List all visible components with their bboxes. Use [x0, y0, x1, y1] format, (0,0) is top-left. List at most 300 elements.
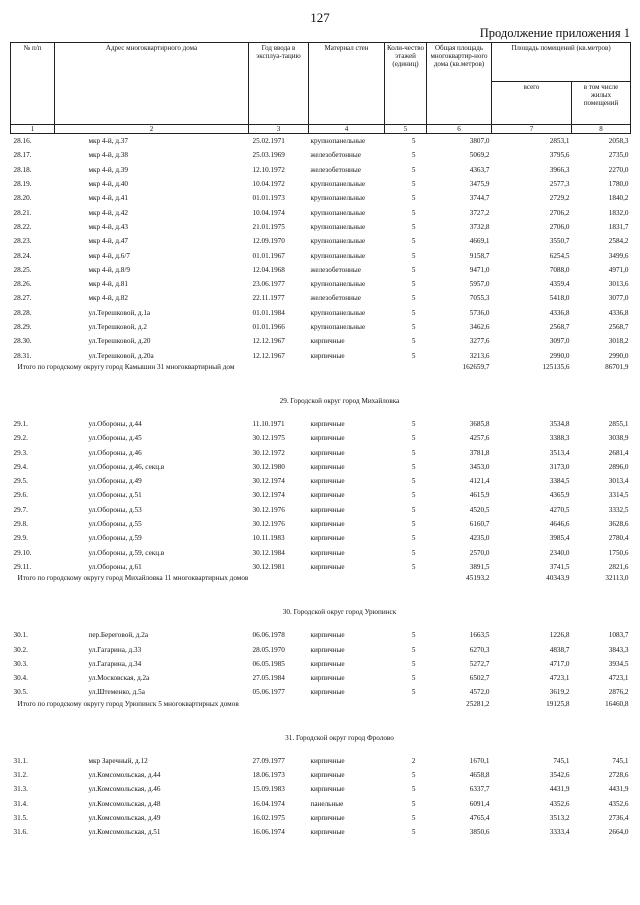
table-row: [11, 560, 631, 574]
premises-area-cell: 3741,5: [549, 562, 570, 571]
living-area-cell: 2821,6: [608, 562, 629, 571]
row-number: 28.16.: [11, 134, 55, 149]
address-cell: мкр 4-й, д.8/9: [88, 265, 130, 274]
table-row: [11, 531, 631, 545]
commission-date-cell: 12.12.1967: [252, 351, 285, 360]
total-area-cell: 6270,3: [469, 645, 490, 654]
section-heading-row: [11, 393, 631, 409]
wall-material-cell: кирпичные: [310, 337, 345, 346]
living-area-cell: 3018,2: [608, 337, 629, 346]
row-number: 28.17.: [13, 151, 32, 160]
commission-date-cell: 12.09.1970: [252, 237, 285, 246]
commission-date-cell: 28.05.1970: [252, 645, 285, 654]
row-number: 28.31.: [13, 351, 32, 360]
table-row: [11, 657, 631, 671]
row-number: 29.5.: [13, 477, 28, 486]
address-cell: мкр 4-й, д.38: [88, 151, 128, 160]
living-area-cell: 4431,9: [608, 785, 629, 794]
premises-area-cell: 4838,7: [549, 645, 570, 654]
premises-area-cell: 4270,5: [549, 505, 570, 514]
total-area-cell: 6502,7: [469, 674, 490, 683]
wall-material-cell: железобетонные: [310, 151, 361, 160]
premises-area-sum: 40343,9: [546, 574, 570, 583]
table-row: [11, 545, 631, 559]
address-cell: ул.Комсомольская, д.44: [88, 770, 161, 779]
floors-cell: 5: [411, 688, 416, 697]
premises-area-cell: 3384,5: [549, 477, 570, 486]
row-number: 31.2.: [13, 770, 28, 779]
living-area-cell: 2780,4: [608, 534, 629, 543]
row-number: 30.3.: [13, 659, 28, 668]
total-label: Итого по городскому округу город Михайловка 11 многоквартирных домов: [17, 574, 249, 583]
floors-cell: 5: [411, 505, 416, 514]
total-area-cell: 4658,8: [469, 770, 490, 779]
premises-area-cell: 3550,7: [549, 237, 570, 246]
spacer: [11, 620, 631, 628]
table-row: [11, 263, 631, 277]
living-area-cell: 3332,5: [608, 505, 629, 514]
floors-cell: 5: [411, 265, 416, 274]
address-cell: пер.Береговой, д.2а: [88, 631, 149, 640]
total-area-cell: 4235,0: [469, 534, 490, 543]
row-number: 28.18.: [13, 165, 32, 174]
living-area-cell: 4723,1: [608, 674, 629, 683]
header-premises-area: Площадь помещений (кв.метров): [492, 43, 631, 82]
address-cell: ул.Комсомольская, д.48: [88, 799, 161, 808]
living-area-cell: 745,1: [612, 756, 629, 765]
premises-area-cell: 5418,0: [549, 294, 570, 303]
total-area-cell: 3685,8: [469, 419, 490, 428]
living-area-cell: 3077,0: [608, 294, 629, 303]
floors-cell: 5: [411, 434, 416, 443]
living-area-cell: 3934,5: [608, 659, 629, 668]
floors-cell: 5: [411, 813, 416, 822]
address-cell: мкр 4-й, д.43: [88, 222, 128, 231]
floors-cell: 5: [411, 674, 416, 683]
total-area-cell: 3462,6: [469, 323, 490, 332]
row-number: 29.10.: [13, 548, 32, 557]
row-number: 31.4.: [13, 799, 28, 808]
total-area-cell: 3213,6: [469, 351, 490, 360]
living-area-cell: 2735,0: [608, 151, 629, 160]
total-area-cell: 4363,7: [469, 165, 490, 174]
total-area-cell: 1670,1: [469, 756, 490, 765]
total-area-cell: 3727,2: [469, 208, 490, 217]
floors-cell: 5: [411, 280, 416, 289]
floors-cell: 5: [411, 477, 416, 486]
address-cell: ул.Терешковой, д.2: [88, 323, 147, 332]
total-area-cell: 9158,7: [469, 251, 490, 260]
premises-area-cell: 7088,0: [549, 265, 570, 274]
total-area-cell: 3732,8: [469, 222, 490, 231]
premises-area-cell: 2340,0: [549, 548, 570, 557]
table-row: [11, 234, 631, 248]
total-area-cell: 3475,9: [469, 180, 490, 189]
floors-cell: 5: [411, 337, 416, 346]
floors-cell: 5: [411, 448, 416, 457]
floors-cell: 5: [411, 251, 416, 260]
column-number: 4: [309, 125, 385, 134]
total-area-cell: 1663,5: [469, 631, 490, 640]
living-area-cell: 3499,6: [608, 251, 629, 260]
table-row: [11, 488, 631, 502]
wall-material-cell: кирпичные: [310, 491, 345, 500]
row-number: 28.19.: [13, 180, 32, 189]
wall-material-cell: кирпичные: [310, 351, 345, 360]
commission-date-cell: 15.09.1983: [252, 785, 285, 794]
total-area-cell: 9471,0: [469, 265, 490, 274]
total-area-cell: 5957,0: [469, 280, 490, 289]
address-cell: мкр Заречный, д.12: [88, 756, 148, 765]
premises-area-cell: 6254,5: [549, 251, 570, 260]
commission-date-cell: 12.10.1972: [252, 165, 285, 174]
floors-cell: 5: [411, 645, 416, 654]
row-number: 28.26.: [13, 280, 32, 289]
address-cell: ул.Терешковой, д.20а: [88, 351, 154, 360]
premises-area-cell: 3513,4: [549, 448, 570, 457]
table-row: [11, 134, 631, 149]
commission-date-cell: 18.06.1973: [252, 770, 285, 779]
living-area-cell: 3843,3: [608, 645, 629, 654]
living-area-cell: 1750,6: [608, 548, 629, 557]
row-number: 29.11.: [13, 562, 32, 571]
living-area-cell: 2664,0: [608, 828, 629, 837]
commission-date-cell: 01.01.1967: [252, 251, 285, 260]
wall-material-cell: кирпичные: [310, 477, 345, 486]
commission-date-cell: 10.04.1972: [252, 180, 285, 189]
total-area-sum: 45193,2: [466, 574, 490, 583]
premises-area-cell: 4365,9: [549, 491, 570, 500]
commission-date-cell: 10.11.1983: [252, 534, 285, 543]
premises-area-cell: 4646,6: [549, 520, 570, 529]
living-area-cell: 3628,6: [608, 520, 629, 529]
wall-material-cell: крупнопанельные: [310, 237, 366, 246]
premises-area-cell: 4336,8: [549, 308, 570, 317]
premises-area-cell: 3795,6: [549, 151, 570, 160]
premises-area-cell: 2568,7: [549, 323, 570, 332]
address-cell: мкр 4-й, д.40: [88, 180, 128, 189]
premises-area-cell: 3534,8: [549, 419, 570, 428]
wall-material-cell: крупнопанельные: [310, 280, 366, 289]
floors-cell: 5: [411, 294, 416, 303]
commission-date-cell: 30.12.1981: [252, 562, 285, 571]
table-row: [11, 474, 631, 488]
commission-date-cell: 30.12.1974: [252, 491, 285, 500]
wall-material-cell: кирпичные: [310, 548, 345, 557]
row-number: 28.30.: [13, 337, 32, 346]
column-number: 2: [55, 125, 249, 134]
living-area-cell: 2568,7: [608, 323, 629, 332]
table-row: [11, 825, 631, 839]
table-row: [11, 163, 631, 177]
row-number: 28.27.: [13, 294, 32, 303]
row-number: 31.3.: [13, 785, 28, 794]
total-area-cell: 3807,0: [427, 134, 492, 149]
total-area-cell: 4765,4: [469, 813, 490, 822]
row-number: 28.29.: [13, 323, 32, 332]
address-cell: ул.Обороны, д.55: [88, 520, 142, 529]
floors-cell: 5: [411, 323, 416, 332]
table-row: [11, 248, 631, 262]
row-number: 31.6.: [13, 828, 28, 837]
living-area-cell: 3013,6: [608, 280, 629, 289]
floors-cell: 5: [411, 308, 416, 317]
address-cell: ул.Обороны, д.59: [88, 534, 142, 543]
wall-material-cell: кирпичные: [310, 756, 345, 765]
wall-material-cell: кирпичные: [310, 688, 345, 697]
wall-material-cell: крупнопанельные: [310, 194, 366, 203]
wall-material-cell: крупнопанельные: [310, 251, 366, 260]
premises-area-cell: 3619,2: [549, 688, 570, 697]
premises-area-cell: 2729,2: [549, 194, 570, 203]
floors-cell: 5: [411, 208, 416, 217]
header-floors: Коли-чество этажей (единиц): [385, 43, 427, 125]
wall-material-cell: кирпичные: [310, 505, 345, 514]
table-body: [11, 134, 631, 840]
row-number: 28.24.: [13, 251, 32, 260]
floors-cell: 5: [385, 134, 427, 149]
header-premises-all: всего: [492, 82, 572, 125]
commission-date-cell: 10.04.1974: [252, 208, 285, 217]
living-area-cell: 2990,0: [608, 351, 629, 360]
living-area-cell: 1780,0: [608, 180, 629, 189]
housing-table: [10, 42, 631, 839]
wall-material-cell: кирпичные: [310, 631, 345, 640]
address-cell: ул.Обороны, д.53: [88, 505, 142, 514]
row-number: 28.21.: [13, 208, 32, 217]
header-total-area: Общая площадь многоквартир-ного дома (кв.метров): [427, 43, 492, 125]
floors-cell: 5: [411, 562, 416, 571]
floors-cell: 2: [411, 756, 416, 765]
column-number: 1: [11, 125, 55, 134]
living-area-cell: 1831,7: [608, 222, 629, 231]
floors-cell: 5: [411, 237, 416, 246]
total-area-cell: 3453,0: [469, 462, 490, 471]
wall-material-cell: кирпичные: [310, 785, 345, 794]
row-number: 29.1.: [13, 419, 28, 428]
premises-area-cell: 3985,4: [549, 534, 570, 543]
table-row: [11, 206, 631, 220]
table-row: [11, 177, 631, 191]
commission-date-cell: 22.11.1977: [252, 294, 285, 303]
table-row: [11, 349, 631, 363]
total-label: Итого по городскому округу город Урюпинск 5 многоквартирных домов: [17, 699, 239, 708]
wall-material-cell: крупнопанельные: [310, 308, 366, 317]
wall-material-cell: кирпичные: [310, 520, 345, 529]
total-label: Итого по городскому округу город Камышин 31 многоквартирный дом: [17, 362, 235, 371]
total-area-cell: 3891,5: [469, 562, 490, 571]
premises-area-cell: 1226,8: [549, 631, 570, 640]
floors-cell: 5: [411, 165, 416, 174]
total-area-cell: 6091,4: [469, 799, 490, 808]
table-row: [11, 782, 631, 796]
wall-material-cell: кирпичные: [310, 659, 345, 668]
commission-date-cell: 30.12.1976: [252, 505, 285, 514]
wall-material-cell: крупнопанельные: [309, 134, 385, 149]
section-heading: 31. Городской округ город Фролово: [285, 733, 394, 742]
total-area-cell: 5736,0: [469, 308, 490, 317]
header-address: Адрес многоквартирного дома: [55, 43, 249, 125]
total-area-cell: 4520,5: [469, 505, 490, 514]
living-area-cell: 2855,1: [608, 419, 629, 428]
wall-material-cell: крупнопанельные: [310, 180, 366, 189]
address-cell: ул.Комсомольская, д.51: [88, 828, 161, 837]
total-area-sum: 25281,2: [466, 699, 490, 708]
premises-area-cell: 2706,0: [549, 222, 570, 231]
commission-date-cell: 30.12.1974: [252, 477, 285, 486]
address-cell: мкр 4-й, д.47: [88, 237, 128, 246]
total-area-cell: 4121,4: [469, 477, 490, 486]
total-area-cell: 4669,1: [469, 237, 490, 246]
commission-date-cell: 30.12.1975: [252, 434, 285, 443]
page-number: 127: [310, 10, 330, 25]
row-number: 31.1.: [13, 756, 28, 765]
row-number: 28.23.: [13, 237, 32, 246]
wall-material-cell: кирпичные: [310, 562, 345, 571]
living-area-cell: 3013,4: [608, 477, 629, 486]
commission-date-cell: 06.05.1985: [252, 659, 285, 668]
address-cell: ул.Комсомольская, д.49: [88, 813, 161, 822]
floors-cell: 5: [411, 799, 416, 808]
premises-area-cell: 2990,0: [549, 351, 570, 360]
premises-area-cell: 3966,3: [549, 165, 570, 174]
premises-area-sum: 125135,6: [542, 362, 570, 371]
floors-cell: 5: [411, 548, 416, 557]
floors-cell: 5: [411, 828, 416, 837]
row-number: 28.25.: [13, 265, 32, 274]
row-number: 29.7.: [13, 505, 28, 514]
column-number: 8: [572, 125, 631, 134]
address-cell: ул.Обороны, д.45: [88, 434, 142, 443]
row-number: 29.3.: [13, 448, 28, 457]
address-cell: мкр 4-й, д.6/7: [88, 251, 130, 260]
spacer: [11, 596, 631, 604]
floors-cell: 5: [411, 462, 416, 471]
total-area-cell: 7055,3: [469, 294, 490, 303]
column-number: 7: [492, 125, 572, 134]
total-row: [11, 574, 631, 596]
living-area-cell: 1840,2: [608, 194, 629, 203]
wall-material-cell: кирпичные: [310, 462, 345, 471]
address-cell: ул.Обороны, д.46: [88, 448, 142, 457]
living-area-cell: 2584,2: [608, 237, 629, 246]
living-area-cell: 3038,9: [608, 434, 629, 443]
premises-area-cell: 3542,6: [549, 770, 570, 779]
total-area-cell: 3744,7: [469, 194, 490, 203]
address-cell: ул.Обороны, д.44: [88, 419, 142, 428]
address-cell: ул.Штеменко, д.5а: [88, 688, 145, 697]
table-row: [11, 220, 631, 234]
floors-cell: 5: [411, 631, 416, 640]
commission-date-cell: 16.06.1974: [252, 828, 285, 837]
wall-material-cell: железобетонные: [310, 294, 361, 303]
total-area-cell: 6337,7: [469, 785, 490, 794]
column-number: 5: [385, 125, 427, 134]
spacer: [11, 722, 631, 730]
address-cell: ул.Обороны, д.49: [88, 477, 142, 486]
table-row: [11, 768, 631, 782]
living-area-cell: 2896,0: [608, 462, 629, 471]
table-row: [11, 685, 631, 699]
row-number: 29.2.: [13, 434, 28, 443]
floors-cell: 5: [411, 520, 416, 529]
table-row: [11, 460, 631, 474]
commission-date-cell: 25.02.1971: [249, 134, 309, 149]
commission-date-cell: 30.12.1976: [252, 520, 285, 529]
premises-area-cell: 4717,0: [549, 659, 570, 668]
section-heading-row: [11, 604, 631, 620]
table-row: [11, 671, 631, 685]
total-area-sum: 162659,7: [462, 362, 490, 371]
wall-material-cell: кирпичные: [310, 448, 345, 457]
commission-date-cell: 12.04.1968: [252, 265, 285, 274]
wall-material-cell: кирпичные: [310, 813, 345, 822]
premises-area-cell: 4352,6: [549, 799, 570, 808]
floors-cell: 5: [411, 785, 416, 794]
address-cell: мкр 4-й, д.42: [88, 208, 128, 217]
premises-area-cell: 3513,2: [549, 813, 570, 822]
column-number: 6: [427, 125, 492, 134]
wall-material-cell: кирпичные: [310, 534, 345, 543]
total-area-cell: 6160,7: [469, 520, 490, 529]
total-area-cell: 4615,9: [469, 491, 490, 500]
row-number: 29.4.: [13, 462, 28, 471]
living-area-cell: 1832,0: [608, 208, 629, 217]
spacer: [11, 746, 631, 754]
row-number: 28.20.: [13, 194, 32, 203]
commission-date-cell: 16.02.1975: [252, 813, 285, 822]
living-area-cell: 2270,0: [608, 165, 629, 174]
floors-cell: 5: [411, 351, 416, 360]
row-number: 31.5.: [13, 813, 28, 822]
table-row: [11, 796, 631, 810]
wall-material-cell: кирпичные: [310, 674, 345, 683]
living-area-cell: 2681,4: [608, 448, 629, 457]
address-cell: мкр 4-й, д.37: [55, 134, 249, 149]
floors-cell: 5: [411, 151, 416, 160]
commission-date-cell: 27.05.1984: [252, 674, 285, 683]
section-heading-row: [11, 730, 631, 746]
living-area-sum: 86701,9: [605, 362, 629, 371]
address-cell: ул.Обороны, д.51: [88, 491, 142, 500]
row-number: 29.8.: [13, 520, 28, 529]
floors-cell: 5: [411, 770, 416, 779]
commission-date-cell: 11.10.1971: [252, 419, 285, 428]
address-cell: мкр 4-й, д.82: [88, 294, 128, 303]
total-area-cell: 3781,8: [469, 448, 490, 457]
premises-area-cell: 3097,0: [549, 337, 570, 346]
row-number: 29.9.: [13, 534, 28, 543]
premises-area-cell: 4723,1: [549, 674, 570, 683]
wall-material-cell: кирпичные: [310, 645, 345, 654]
premises-area-cell: 3388,3: [549, 434, 570, 443]
commission-date-cell: 25.03.1969: [252, 151, 285, 160]
table-row: [11, 320, 631, 334]
row-number: 30.2.: [13, 645, 28, 654]
commission-date-cell: 23.06.1977: [252, 280, 285, 289]
living-area-sum: 16460,8: [605, 699, 629, 708]
header-year: Год ввода в эксплуа-тацию: [249, 43, 309, 125]
commission-date-cell: 16.04.1974: [252, 799, 285, 808]
floors-cell: 5: [411, 659, 416, 668]
table-row: [11, 431, 631, 445]
premises-area-sum: 19125,8: [546, 699, 570, 708]
living-area-cell: 2876,2: [608, 688, 629, 697]
table-row: [11, 503, 631, 517]
table-row: [11, 291, 631, 305]
commission-date-cell: 30.12.1984: [252, 548, 285, 557]
total-area-cell: 3277,6: [469, 337, 490, 346]
